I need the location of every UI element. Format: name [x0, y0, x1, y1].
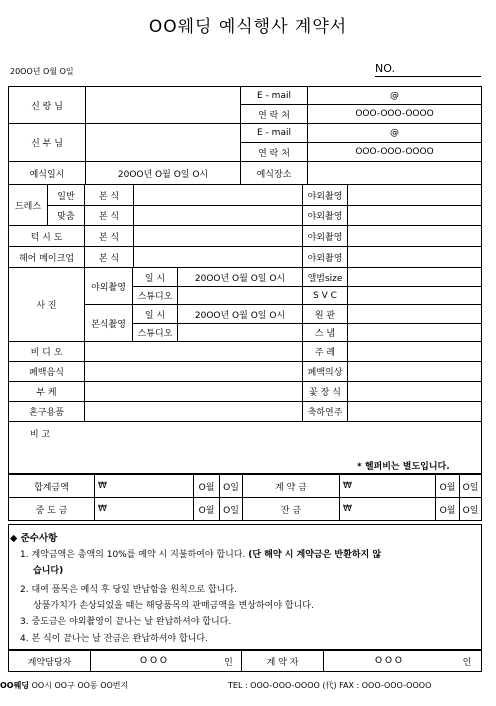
- ceremony-label: 예식일시: [8, 161, 86, 185]
- bride-email-field[interactable]: @: [307, 123, 482, 143]
- photo-outdoor-studio-field[interactable]: [177, 286, 303, 305]
- hair-makeup-label: 헤어 메이크업: [8, 246, 85, 268]
- svc-label: S V C: [302, 286, 348, 305]
- groom-email-field[interactable]: @: [307, 86, 482, 105]
- remarks-label: 비 고: [30, 430, 51, 440]
- photo-main-studio-label: 스튜디오: [132, 323, 178, 342]
- svc-field[interactable]: [347, 286, 482, 305]
- groom-name-field[interactable]: [85, 86, 241, 124]
- wedding-goods-label: 혼구용품: [8, 401, 85, 422]
- helper-fee-note: * 헬퍼비는 별도입니다.: [357, 462, 450, 472]
- dress-custom-main-label: 본 식: [84, 205, 134, 226]
- contract-number: NO.: [375, 62, 481, 77]
- middle-payment-field[interactable]: ₩: [94, 497, 194, 521]
- bride-name-field[interactable]: [85, 123, 241, 162]
- pyebaek-food-label: 폐백음식: [8, 361, 85, 382]
- hair-main-field[interactable]: [133, 246, 303, 268]
- celebration-music-label: 축하연주: [302, 401, 348, 422]
- groom-email-label: E - mail: [240, 86, 308, 105]
- bride-email-label: E - mail: [240, 123, 308, 143]
- original-print-field[interactable]: [347, 304, 482, 324]
- officiant-field[interactable]: [347, 341, 482, 362]
- middle-day[interactable]: O일: [219, 497, 243, 521]
- photo-main-label: 본식촬영: [84, 304, 133, 342]
- deposit-month[interactable]: O월: [435, 474, 460, 498]
- manager-seal[interactable]: 인: [216, 650, 242, 672]
- photo-outdoor-datetime-label: 일 시: [132, 267, 178, 287]
- balance-day[interactable]: O일: [459, 497, 482, 521]
- pyebaek-food-field[interactable]: [84, 361, 303, 382]
- notes-title: ◆ 준수사항: [10, 533, 58, 544]
- groom-phone-field[interactable]: OOO-OOO-OOOO: [307, 104, 482, 124]
- photo-label: 사 진: [8, 267, 85, 342]
- total-day[interactable]: O일: [219, 474, 243, 498]
- note-item-1: 1. 계약금액은 총액의 10%를 예약 시 지불하여야 합니다. (단 해약 시 계약금은 반환하지 않: [20, 550, 382, 560]
- dress-general-outdoor-field[interactable]: [347, 184, 482, 206]
- album-size-field[interactable]: [347, 267, 482, 287]
- contractor-seal[interactable]: 인: [453, 650, 482, 672]
- note-item-3: 3. 중도금은 야외촬영이 끝나는 날 완납하셔야 합니다.: [20, 617, 232, 627]
- manager-label: 계약담당자: [8, 650, 91, 672]
- dress-custom-label: 맞춤: [47, 205, 85, 226]
- footer-contact: TEL : OOO-OOO-OOOO (代) FAX : OOO-OOO-OOOO: [228, 681, 432, 690]
- manager-name-field[interactable]: O O O: [90, 650, 217, 672]
- flower-decor-label: 꽃 장 식: [302, 381, 348, 402]
- dress-custom-outdoor-field[interactable]: [347, 205, 482, 226]
- celebration-music-field[interactable]: [347, 401, 482, 422]
- dress-custom-outdoor-label: 야외촬영: [302, 205, 348, 226]
- total-month[interactable]: O월: [193, 474, 220, 498]
- dress-label: 드레스: [8, 184, 48, 226]
- tuxedo-main-field[interactable]: [133, 225, 303, 247]
- groom-phone-label: 연 락 처: [240, 104, 308, 124]
- ceremony-place-field[interactable]: [307, 161, 482, 185]
- ceremony-datetime-field[interactable]: 20OO년 O월 O일 O시: [85, 161, 241, 185]
- photo-outdoor-studio-label: 스튜디오: [132, 286, 178, 305]
- album-size-label: 앨범size: [302, 267, 348, 287]
- hair-main-label: 본 식: [84, 246, 134, 268]
- original-print-label: 원 판: [302, 304, 348, 324]
- tuxedo-main-label: 본 식: [84, 225, 134, 247]
- snap-label: 스 냅: [302, 323, 348, 342]
- deposit-field[interactable]: ₩: [339, 474, 436, 498]
- pyebaek-costume-label: 폐백의상: [302, 361, 348, 382]
- photo-outdoor-datetime-field[interactable]: 20OO년 O월 O일 O시: [177, 267, 303, 287]
- dress-general-main-label: 본 식: [84, 184, 134, 206]
- bride-label: 신 부 님: [8, 123, 86, 162]
- deposit-day[interactable]: O일: [459, 474, 482, 498]
- officiant-label: 주 례: [302, 341, 348, 362]
- bride-phone-field[interactable]: OOO-OOO-OOOO: [307, 142, 482, 162]
- hair-outdoor-field[interactable]: [347, 246, 482, 268]
- note-item-2-cont: 상품가치가 손상되었을 때는 해당품목의 판매금액을 변상하여야 합니다.: [33, 601, 314, 611]
- total-amount-label: 합계금액: [8, 474, 95, 498]
- footer-address: [0, 680, 128, 691]
- photo-main-datetime-field[interactable]: 20OO년 O월 O일 O시: [177, 304, 303, 324]
- footer-company: OO웨딩: [0, 681, 30, 690]
- photo-main-studio-field[interactable]: [177, 323, 303, 342]
- bouquet-field[interactable]: [84, 381, 303, 402]
- balance-label: 잔 금: [242, 497, 340, 521]
- dress-custom-main-field[interactable]: [133, 205, 303, 226]
- ceremony-place-label: 예식장소: [240, 161, 308, 185]
- dress-general-label: 일반: [47, 184, 85, 206]
- deposit-label: 계 약 금: [242, 474, 340, 498]
- bride-phone-label: 연 락 처: [240, 142, 308, 162]
- photo-main-datetime-label: 일 시: [132, 304, 178, 324]
- footer-address-text: OO시 OO구 OO동 OO번지: [29, 681, 129, 690]
- tuxedo-label: 턱 시 도: [8, 225, 85, 247]
- balance-month[interactable]: O월: [435, 497, 460, 521]
- total-amount-field[interactable]: ₩: [94, 474, 194, 498]
- groom-label: 신 랑 님: [8, 86, 86, 124]
- middle-month[interactable]: O월: [193, 497, 220, 521]
- photo-outdoor-label: 야외촬영: [84, 267, 133, 305]
- hair-outdoor-label: 야외촬영: [302, 246, 348, 268]
- middle-payment-label: 중 도 금: [8, 497, 95, 521]
- note-item-2: 2. 대여 품목은 예식 후 당일 반납함을 원칙으로 합니다.: [20, 585, 237, 595]
- contractor-label: 계 약 자: [241, 650, 324, 672]
- snap-field[interactable]: [347, 323, 482, 342]
- wedding-goods-field[interactable]: [84, 401, 303, 422]
- pyebaek-costume-field[interactable]: [347, 361, 482, 382]
- flower-decor-field[interactable]: [347, 381, 482, 402]
- contractor-name-field[interactable]: O O O: [323, 650, 454, 672]
- dress-general-outdoor-label: 야외촬영: [302, 184, 348, 206]
- dress-general-main-field[interactable]: [133, 184, 303, 206]
- bouquet-label: 부 케: [8, 381, 85, 402]
- video-field[interactable]: [84, 341, 303, 362]
- tuxedo-outdoor-label: 야외촬영: [302, 225, 348, 247]
- balance-field[interactable]: ₩: [339, 497, 436, 521]
- note-item-1-cont: 습니다): [33, 566, 64, 576]
- tuxedo-outdoor-field[interactable]: [347, 225, 482, 247]
- video-label: 비 디 오: [8, 341, 85, 362]
- document-title: OO웨딩 예식행사 계약서: [148, 17, 348, 37]
- date-line: 20OO년 O월 O일: [10, 67, 74, 76]
- note-item-4: 4. 본 식이 끝나는 날 잔금은 완납하셔야 합니다.: [20, 634, 208, 644]
